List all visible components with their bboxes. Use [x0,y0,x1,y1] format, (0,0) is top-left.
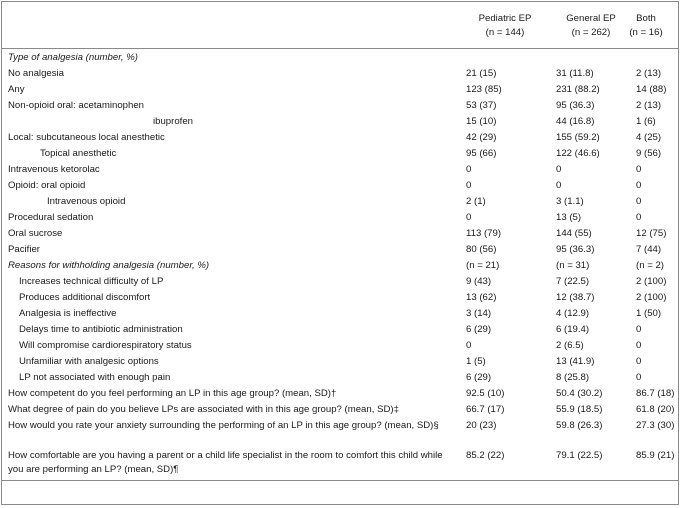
table-cell: 123 (85) [466,84,502,95]
table-cell: 0 [556,180,562,191]
row-label: Pacifier [8,244,40,255]
table-row [0,195,682,209]
table-row [0,419,682,447]
row-label: Intravenous opioid [47,196,126,207]
table-cell: 6 (29) [466,324,492,335]
col-header-name: General EP [566,13,616,24]
table-row [0,163,682,177]
table-cell: 13 (5) [556,212,582,223]
row-label: Type of analgesia (number, %) [8,52,138,63]
col-header-n: (n = 144) [485,27,525,38]
table-cell: 1 (50) [636,308,662,319]
table-row [0,243,682,257]
table-cell: 0 [636,324,642,335]
table-row [0,275,682,289]
table-cell: (n = 21) [466,260,500,271]
table-cell: 27.3 (30) [636,420,675,431]
table-row [0,83,682,97]
table-cell: 2 (13) [636,100,662,111]
row-label: Oral sucrose [8,228,63,239]
table-cell: 55.9 (18.5) [556,404,603,415]
row-label: Will compromise cardiorespiratory status [19,340,192,351]
table-cell: 2 (100) [636,276,667,287]
row-label: Unfamiliar with analgesic options [19,356,159,367]
table-cell: 4 (25) [636,132,662,143]
table-cell: 8 (25.8) [556,372,590,383]
table-cell: 42 (29) [466,132,497,143]
table-cell: 0 [636,180,642,191]
table-row [0,323,682,337]
table-cell: 80 (56) [466,244,497,255]
table-row [0,355,682,369]
col-header-name: Both [636,13,656,24]
table-row [0,307,682,321]
table-cell: 2 (1) [466,196,486,207]
table-cell: 3 (1.1) [556,196,584,207]
section-header-row [0,51,682,65]
row-label: Intravenous ketorolac [8,164,100,175]
row-label: How competent do you feel performing an LP in this age group? (mean, SD)† [8,388,337,399]
row-label: Topical anesthetic [40,148,117,159]
table-cell: 95 (36.3) [556,244,595,255]
table-cell: (n = 31) [556,260,590,271]
table-cell: 50.4 (30.2) [556,388,603,399]
table-cell: 7 (22.5) [556,276,590,287]
table-cell: 12 (38.7) [556,292,595,303]
table-cell: 1 (5) [466,356,486,367]
table-cell: 113 (79) [466,228,502,239]
table-cell: 0 [466,212,472,223]
col-header-pediatric-ep [460,12,550,40]
table-row [0,179,682,193]
table-row [0,339,682,353]
table-cell: 44 (16.8) [556,116,595,127]
table-cell: 0 [636,212,642,223]
table-cell: 6 (19.4) [556,324,590,335]
table-cell: 20 (23) [466,420,497,431]
table-cell: 21 (15) [466,68,497,79]
row-label: Opioid: oral opioid [8,180,86,191]
col-header-both [616,12,676,40]
table-cell: 9 (56) [636,148,662,159]
row-label: Delays time to antibiotic administration [19,324,183,335]
row-label: Procedural sedation [8,212,94,223]
table-cell: (n = 2) [636,260,664,271]
table-cell: 66.7 (17) [466,404,505,415]
row-label: Any [8,84,25,95]
table-cell: 0 [466,340,472,351]
section-header-row [0,259,682,273]
table-row [0,449,682,477]
table-cell: 0 [636,196,642,207]
table-row [0,387,682,401]
row-label: Produces additional discomfort [19,292,151,303]
row-label: How would you rate your anxiety surrounding the performing of an LP in this age group? (mean, SD)§ [8,420,439,431]
col-header-name: Pediatric EP [478,13,532,24]
table-cell: 85.2 (22) [466,450,505,461]
table-cell: 79.1 (22.5) [556,450,603,461]
table-cell: 2 (6.5) [556,340,584,351]
table-cell: 92.5 (10) [466,388,505,399]
table-cell: 0 [636,372,642,383]
table-cell: 6 (29) [466,372,492,383]
table-cell: 155 (59.2) [556,132,600,143]
table-cell: 59.8 (26.3) [556,420,603,431]
table-cell: 13 (41.9) [556,356,595,367]
table-row [0,211,682,225]
table-row [0,115,682,129]
table-cell: 31 (11.8) [556,68,594,79]
table-cell: 86.7 (18) [636,388,675,399]
table-cell: 61.8 (20) [636,404,675,415]
table-cell: 1 (6) [636,116,656,127]
table-cell: 122 (46.6) [556,148,600,159]
table-row [0,291,682,305]
table-row [0,147,682,161]
table-cell: 95 (36.3) [556,100,595,111]
table-row [0,403,682,417]
row-label: ibuprofen [153,116,194,127]
table-cell: 144 (55) [556,228,592,239]
row-label: What degree of pain do you believe LPs are associated with in this age group? (mean, SD)‡ [8,404,399,415]
row-label: Analgesia is ineffective [19,308,117,319]
table-cell: 0 [466,164,472,175]
table-row [0,227,682,241]
row-label: No analgesia [8,68,65,79]
row-label: Reasons for withholding analgesia (number, %) [8,260,210,271]
table-cell: 0 [556,164,562,175]
table-cell: 9 (43) [466,276,492,287]
header-rule [1,48,679,49]
row-label: How comfortable are you having a parent or a child life specialist in the room to comfort this child while you are performing an LP? (mean, SD)¶ [8,450,443,475]
table-row [0,371,682,385]
table-cell: 12 (75) [636,228,667,239]
row-label: Non-opioid oral: acetaminophen [8,100,144,111]
col-header-n: (n = 16) [629,27,663,38]
table-row [0,131,682,145]
table-cell: 95 (66) [466,148,497,159]
table-cell: 0 [636,356,642,367]
table-cell: 231 (88.2) [556,84,600,95]
table-cell: 4 (12.9) [556,308,590,319]
table-cell: 0 [636,164,642,175]
table-row [0,99,682,113]
table-cell: 2 (13) [636,68,662,79]
table-cell: 85.9 (21) [636,450,675,461]
bottom-rule [1,480,679,481]
table-cell: 14 (88) [636,84,667,95]
table-cell: 13 (62) [466,292,497,303]
table-cell: 2 (100) [636,292,667,303]
table-cell: 3 (14) [466,308,492,319]
col-header-n: (n = 262) [571,27,611,38]
row-label: LP not associated with enough pain [19,372,171,383]
row-label: Increases technical difficulty of LP [19,276,164,287]
table-cell: 0 [466,180,472,191]
table-cell: 0 [636,340,642,351]
table-cell: 53 (37) [466,100,497,111]
table-row [0,67,682,81]
table-cell: 15 (10) [466,116,497,127]
row-label: Local: subcutaneous local anesthetic [8,132,165,143]
table-cell: 7 (44) [636,244,662,255]
